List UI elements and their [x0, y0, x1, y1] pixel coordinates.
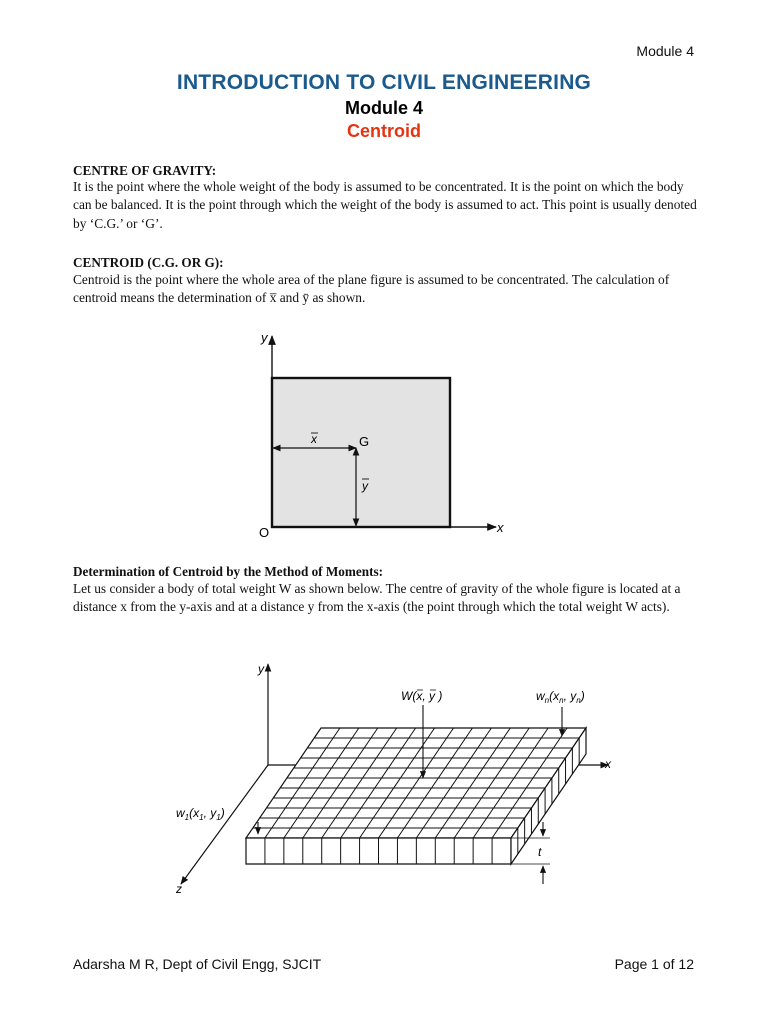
- document-title: INTRODUCTION TO CIVIL ENGINEERING: [176, 71, 592, 94]
- header-module-label: Module 4: [636, 43, 694, 59]
- grid-plate: [246, 728, 586, 864]
- y-axis-label: y: [261, 330, 268, 345]
- wn-label: $w_n(x_n$, $y_n$): [536, 689, 585, 705]
- total-weight-label: W(x, y ): [401, 689, 443, 703]
- ybar-label: y: [362, 479, 368, 493]
- footer-author: Adarsha M R, Dept of Civil Engg, SJCIT: [73, 956, 322, 972]
- centroid-point-label: G: [359, 434, 370, 449]
- topic-title: Centroid: [347, 121, 421, 141]
- section-heading-method-of-moments: Determination of Centroid by the Method of Moments:: [73, 564, 383, 579]
- thickness-label: t: [538, 845, 542, 859]
- x-axis-label: x: [497, 520, 504, 535]
- footer-page-number: Page 1 of 12: [614, 956, 694, 972]
- document-subtitle: Module 4: [344, 98, 423, 118]
- w1-label: $w_1(x_1$, $y_1$): [176, 806, 225, 822]
- y-axis-label: y: [258, 662, 264, 676]
- x-axis-label: x: [605, 757, 611, 771]
- section-heading-centre-of-gravity: CENTRE OF GRAVITY:: [73, 163, 217, 178]
- section-body-method-of-moments: Let us consider a body of total weight W as shown below. The centre of gravity of the whole figure is located at a distance x from the y-axis and at a distance y from the x-axis (the point through which the total weight W acts).: [73, 581, 681, 615]
- origin-label: O: [259, 525, 270, 540]
- xbar-label: x: [311, 432, 317, 446]
- section-body-centroid: Centroid is the point where the whole area of the plane figure is assumed to be concentrated. The calculation of centroid means the determination of x̅ and ȳ as shown.: [73, 272, 670, 306]
- section-body-centre-of-gravity: It is the point where the whole weight of the body is assumed to be concentrated. It is the point on which the body can be balanced. It is the point through which the weight of the body is assumed to act. This point is usually denoted by ‘C.G.’ or ‘G’.: [73, 179, 697, 231]
- section-heading-centroid: CENTROID (C.G. OR G):: [73, 255, 224, 270]
- z-axis-label: z: [176, 882, 182, 896]
